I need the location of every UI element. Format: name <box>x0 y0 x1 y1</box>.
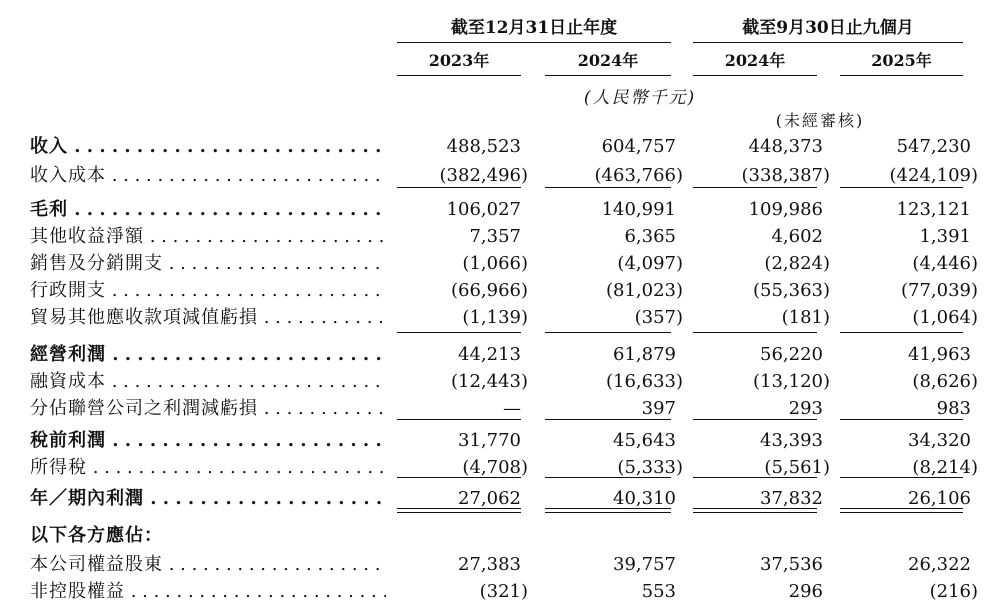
value-cell: 553 <box>641 581 676 602</box>
table-row <box>0 552 996 578</box>
total-double-rule <box>693 508 817 513</box>
value-cell: (4,097) <box>617 253 683 274</box>
value-cell: (8,214) <box>912 457 978 478</box>
year-header-2024: 2024年 <box>577 51 639 70</box>
value-cell: (181) <box>781 307 830 328</box>
table-row <box>0 369 996 395</box>
value-cell: 41,963 <box>908 344 971 365</box>
value-cell: 488,523 <box>446 136 521 157</box>
row-label: 融資成本 . . . <box>30 369 386 395</box>
subtotal-rule <box>840 187 963 188</box>
total-double-rule <box>397 508 521 513</box>
table-row <box>0 342 996 368</box>
value-cell: 448,373 <box>748 136 823 157</box>
table-row <box>0 428 996 454</box>
value-cell: 27,062 <box>458 488 521 509</box>
table-row <box>0 305 996 331</box>
value-cell: 43,393 <box>760 430 823 451</box>
value-cell: 45,643 <box>613 430 676 451</box>
year-header-2025-9m: 2025年 <box>871 51 932 70</box>
row-label: 收入成本 . . . <box>30 163 386 189</box>
value-cell: 27,383 <box>458 554 521 575</box>
table-row <box>0 163 996 189</box>
value-cell: 44,213 <box>458 344 521 365</box>
value-cell: 123,121 <box>896 199 971 220</box>
value-cell: 109,986 <box>748 199 823 220</box>
value-cell: (2,824) <box>764 253 830 274</box>
value-cell: 26,106 <box>908 488 971 509</box>
total-double-rule <box>545 508 671 513</box>
value-cell: 61,879 <box>613 344 676 365</box>
year-underline <box>840 75 963 76</box>
value-cell: 1,391 <box>919 226 971 247</box>
value-cell: (13,120) <box>752 371 830 392</box>
value-cell: (1,064) <box>912 307 978 328</box>
subtotal-rule <box>840 332 963 333</box>
subtotal-rule <box>545 332 671 333</box>
subtotal-rule <box>545 419 671 420</box>
subtotal-rule <box>397 419 521 420</box>
table-row <box>0 579 996 605</box>
value-cell: 26,322 <box>908 554 971 575</box>
value-cell: — <box>503 398 521 419</box>
value-cell: (1,139) <box>462 307 528 328</box>
value-cell: (55,363) <box>752 280 830 301</box>
year-header-2024-9m: 2024年 <box>724 51 786 70</box>
value-cell: 37,536 <box>760 554 823 575</box>
value-cell: (357) <box>634 307 683 328</box>
subtotal-rule <box>693 332 817 333</box>
value-cell: 4,602 <box>771 226 823 247</box>
value-cell: (5,561) <box>764 457 830 478</box>
value-cell: 140,991 <box>601 199 676 220</box>
subtotal-rule <box>397 187 521 188</box>
value-cell: (5,333) <box>617 457 683 478</box>
subtotal-rule <box>840 477 963 478</box>
value-cell: 106,027 <box>446 199 521 220</box>
row-label: 以下各方應佔： <box>30 525 163 546</box>
row-label: 經營利潤 . . . <box>30 342 386 368</box>
year-underline <box>693 75 817 76</box>
value-cell: (1,066) <box>462 253 528 274</box>
row-label: 行政開支 . . . <box>30 278 386 304</box>
value-cell: 547,230 <box>896 136 971 157</box>
row-label: 分佔聯營公司之利潤減虧損 . . . <box>30 396 386 422</box>
currency-unit-note: (人民幣千元) <box>583 88 697 108</box>
value-cell: 397 <box>641 398 676 419</box>
table-row <box>0 278 996 304</box>
value-cell: (216) <box>929 581 978 602</box>
row-label: 毛利 . . . <box>30 197 386 223</box>
row-label: 非控股權益 . . . <box>30 579 386 605</box>
value-cell: (424,109) <box>889 165 978 186</box>
subtotal-rule <box>693 187 817 188</box>
value-cell: 34,320 <box>908 430 971 451</box>
table-row <box>0 197 996 223</box>
table-row <box>0 523 996 549</box>
table-row <box>0 251 996 277</box>
value-cell: 604,757 <box>601 136 676 157</box>
header-group-year-ended: 截至12月31日止年度 <box>450 18 618 38</box>
subtotal-rule <box>693 419 817 420</box>
table-row <box>0 224 996 250</box>
value-cell: (4,708) <box>462 457 528 478</box>
value-cell: 293 <box>788 398 823 419</box>
table-row <box>0 134 996 160</box>
value-cell: (463,766) <box>594 165 683 186</box>
value-cell: (321) <box>479 581 528 602</box>
value-cell: 40,310 <box>613 488 676 509</box>
value-cell: (4,446) <box>912 253 978 274</box>
row-label: 稅前利潤 . . . <box>30 428 386 454</box>
year-underline <box>397 75 521 76</box>
row-label: 年／期內利潤 . . . <box>30 486 386 512</box>
value-cell: (81,023) <box>605 280 683 301</box>
row-label: 銷售及分銷開支 . . . <box>30 251 386 277</box>
subtotal-rule <box>693 477 817 478</box>
value-cell: (382,496) <box>439 165 528 186</box>
value-cell: (12,443) <box>450 371 528 392</box>
subtotal-rule <box>545 477 671 478</box>
unaudited-note: (未經審核) <box>775 111 865 130</box>
subtotal-rule <box>397 477 521 478</box>
value-cell: 7,357 <box>469 226 521 247</box>
year-underline <box>545 75 671 76</box>
year-header-2023: 2023年 <box>428 51 490 70</box>
value-cell: 31,770 <box>458 430 521 451</box>
subtotal-rule <box>397 332 521 333</box>
value-cell: (338,387) <box>741 165 830 186</box>
total-double-rule <box>840 508 963 513</box>
value-cell: (77,039) <box>900 280 978 301</box>
value-cell: 37,832 <box>760 488 823 509</box>
value-cell: 56,220 <box>760 344 823 365</box>
value-cell: 983 <box>936 398 971 419</box>
header-group-nine-months: 截至9月30日止九個月 <box>742 18 914 38</box>
header-group-underline <box>693 42 963 43</box>
value-cell: 6,365 <box>624 226 676 247</box>
row-label: 所得稅 . . . <box>30 455 386 481</box>
value-cell: (66,966) <box>450 280 528 301</box>
row-label: 貿易其他應收款項減值虧損 . . . <box>30 305 386 331</box>
value-cell: 296 <box>788 581 823 602</box>
row-label: 其他收益淨額 . . . <box>30 224 386 250</box>
value-cell: 39,757 <box>613 554 676 575</box>
subtotal-rule <box>840 419 963 420</box>
value-cell: (16,633) <box>605 371 683 392</box>
header-group-underline <box>397 42 671 43</box>
subtotal-rule <box>545 187 671 188</box>
value-cell: (8,626) <box>912 371 978 392</box>
row-label: 本公司權益股東 . . . <box>30 552 386 578</box>
row-label: 收入 . . . <box>30 134 386 160</box>
